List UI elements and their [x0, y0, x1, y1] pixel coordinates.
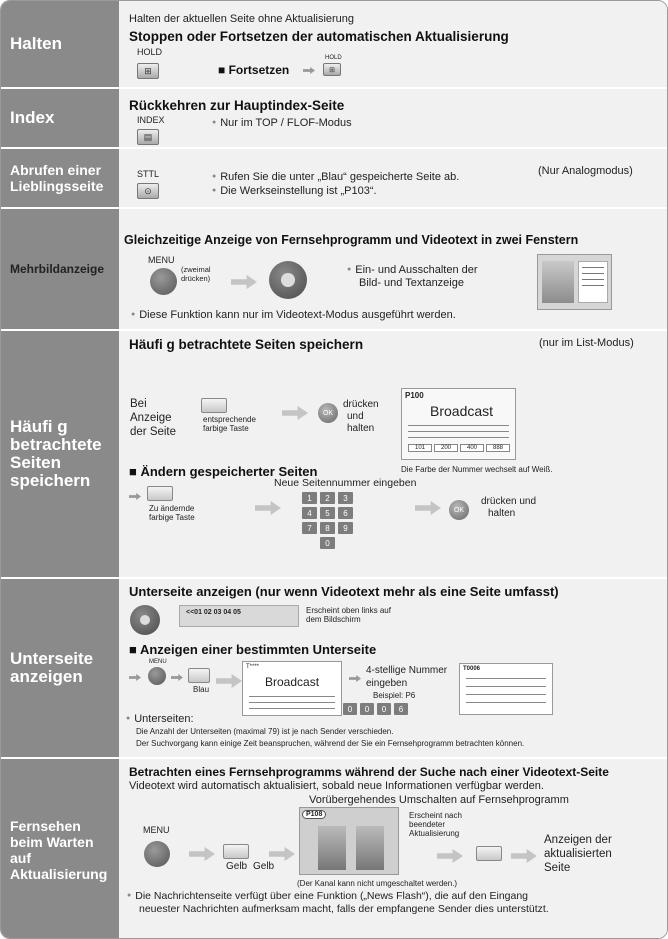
key-8[interactable]: 8	[320, 522, 335, 534]
tv-program-picture: P108	[299, 807, 399, 875]
dpad-icon[interactable]	[130, 605, 160, 635]
sub-example: Beispiel: P6	[373, 691, 416, 700]
key-9[interactable]: 9	[338, 522, 353, 534]
subpage-digit-keys: 0 0 0 6	[343, 703, 408, 715]
arrow-icon	[216, 674, 242, 688]
arrow-icon	[349, 675, 361, 682]
arrow-icon	[189, 847, 215, 861]
sttl-label: STTL	[137, 169, 160, 179]
watch-menu: MENU	[143, 825, 170, 835]
save-title: Häufi g betrachtete Seiten speichern	[129, 337, 364, 352]
number-bar: 101 200 400 888	[408, 444, 510, 452]
arrow-icon	[303, 67, 315, 74]
blue-key-button[interactable]	[188, 668, 210, 683]
section-save	[1, 331, 667, 579]
watch-show-3: Seite	[544, 862, 571, 874]
arrow-icon	[171, 674, 183, 681]
halten-intro: Halten der aktuellen Seite ohne Aktualisierung	[129, 13, 355, 25]
side-label-watch: Fernsehen beim Warten auf Aktualisierung	[1, 759, 119, 939]
sub-four-1: 4-stellige Nummer	[366, 665, 448, 676]
side-label-save: Häufi g betrachtete Seiten speichern	[1, 331, 119, 577]
menu-button[interactable]	[150, 268, 177, 295]
save-bei: Bei	[130, 398, 147, 410]
save-colorchange: Die Farbe der Nummer wechselt auf Weiß.	[401, 465, 553, 474]
fav-mode: (Nur Analogmodus)	[538, 165, 633, 177]
arrow-icon	[437, 849, 463, 863]
save-mode: (nur im List-Modus)	[539, 337, 634, 349]
index-title: Rückkehren zur Hauptindex-Seite	[129, 98, 345, 113]
fav-note-2: ● Die Werkseinstellung ist „P103“.	[212, 185, 377, 197]
fav-note-1: ● Rufen Sie die unter „Blau“ gespeicherte Seite ab.	[212, 171, 459, 183]
key-5[interactable]: 5	[320, 507, 335, 519]
watch-intro: Videotext wird automatisch aktualisiert, sobald neue Informationen verfügbar werden.	[129, 780, 544, 792]
arrow-icon	[129, 493, 141, 500]
subpage-bar: <<01 02 03 04 05	[179, 605, 299, 627]
save-page: P100	[405, 391, 424, 400]
person-icon	[318, 826, 346, 870]
sub-spec-title: ■ Anzeigen einer bestimmten Unterseite	[129, 642, 377, 657]
section-multiview	[1, 209, 667, 331]
key-0[interactable]: 0	[320, 537, 335, 549]
menu-button[interactable]	[148, 667, 166, 685]
section-index	[1, 89, 667, 149]
watch-news-1: ● Die Nachrichtenseite verfügt über eine Funktion („News Flash“), die auf den Eingang	[127, 890, 528, 902]
side-label-halten: Halten	[1, 1, 119, 87]
save-anzeige: Anzeige	[130, 412, 172, 424]
save-press-2: und	[347, 411, 364, 422]
side-label-favorite: Abrufen einer Lieblingsseite	[1, 149, 119, 207]
section-halten	[1, 1, 667, 89]
save-change-key-1: Zu ändernde	[149, 504, 195, 513]
multi-menu-label: MENU	[148, 255, 175, 265]
result-screen: T0006	[459, 663, 553, 715]
watch-show-2: aktualisierten	[544, 848, 612, 860]
watch-appear-1: Erscheint nach	[409, 811, 462, 820]
arrow-icon	[282, 406, 308, 420]
arrow-icon	[415, 501, 441, 515]
sub-note-1: Die Anzahl der Unterseiten (maximal 79) ist je nach Sender verschieden.	[136, 727, 394, 736]
menu-button[interactable]	[144, 841, 170, 867]
key-7[interactable]: 7	[302, 522, 317, 534]
watch-temp: Vorübergehendes Umschalten auf Fernsehprogramm	[309, 794, 569, 806]
hold-button[interactable]: ⊞	[137, 63, 159, 79]
subpage-screen: T**** Broadcast	[242, 661, 342, 716]
yellow-key-button[interactable]	[223, 844, 249, 859]
ok-button[interactable]: OK	[449, 500, 469, 520]
save-press-3: halten	[347, 423, 375, 434]
key-4[interactable]: 4	[302, 507, 317, 519]
section-watch	[1, 759, 667, 939]
save-press-hold-1: drücken und	[481, 496, 537, 507]
arrow-icon	[269, 847, 295, 861]
sub-blau: Blau	[193, 685, 210, 694]
sub-note-2: Der Suchvorgang kann einige Zeit beanspruchen, während der Sie ein Fernsehprogramm betrachten können.	[136, 739, 525, 748]
side-label-subpage: Unterseite anzeigen	[1, 579, 119, 757]
save-colorkey-1: entsprechende	[203, 415, 256, 424]
save-broadcast: Broadcast	[430, 403, 494, 419]
multi-desc-2: Bild- und Textanzeige	[359, 277, 464, 289]
yellow-key-button-2[interactable]	[476, 846, 502, 861]
arrow-icon	[511, 849, 537, 863]
save-change-title: ■ Ändern gespeicherter Seiten	[129, 464, 318, 479]
side-label-index: Index	[1, 89, 119, 147]
arrow-icon	[255, 501, 281, 515]
key-3[interactable]: 3	[338, 492, 353, 504]
watch-show-1: Anzeigen der	[544, 834, 612, 846]
color-key-button[interactable]	[201, 398, 227, 413]
index-button[interactable]: ▤	[137, 129, 159, 145]
arrow-icon	[129, 674, 141, 681]
section-favorite	[1, 149, 667, 209]
ok-button[interactable]: OK	[318, 403, 338, 423]
multi-title: Gleichzeitige Anzeige von Fernsehprogramm und Videotext in zwei Fenstern	[124, 233, 579, 247]
sub-four-2: eingeben	[366, 678, 408, 689]
resume-label: ■ Fortsetzen	[218, 63, 290, 77]
sttl-button[interactable]: ⊙	[137, 183, 159, 199]
number-keypad	[302, 492, 353, 549]
sub-title: Unterseite anzeigen (nur wenn Videotext mehr als eine Seite umfasst)	[129, 584, 559, 599]
change-color-key-button[interactable]	[147, 486, 173, 501]
save-colorkey-2: farbige Taste	[203, 424, 249, 433]
side-label-multiview: Mehrbildanzeige	[1, 209, 119, 329]
watch-gelb-2: Gelb	[253, 861, 275, 872]
watch-gelb: Gelb	[226, 861, 248, 872]
watch-channel: (Der Kanal kann nicht umgeschaltet werden.)	[297, 879, 458, 888]
sub-menu: MENU	[149, 659, 167, 665]
key-1[interactable]: 1	[302, 492, 317, 504]
tv-picture-icon	[542, 261, 574, 303]
split-screen-image	[537, 254, 612, 310]
save-press-hold-2: halten	[488, 508, 516, 519]
teletext-screen	[401, 388, 516, 460]
multi-note: ● Diese Funktion kann nur im Videotext-Modus ausgeführt werden.	[131, 309, 456, 321]
save-seite: der Seite	[130, 426, 177, 438]
person-icon	[356, 826, 384, 870]
watch-appear-2: beendeter	[409, 820, 446, 829]
watch-appear-3: Aktualisierung	[409, 829, 460, 838]
watch-title: Betrachten eines Fernsehprogramms während der Suche nach einer Videotext-Seite	[129, 765, 609, 779]
multi-twice: (zweimal drücken)	[181, 265, 211, 283]
dpad-icon[interactable]	[269, 261, 307, 299]
sub-appear-1: Erscheint oben links auf	[306, 606, 391, 615]
hold-small-label: HOLD	[325, 55, 342, 61]
index-label: INDEX	[137, 115, 165, 125]
key-6[interactable]: 6	[338, 507, 353, 519]
hold-small-button[interactable]: ⊞	[323, 63, 341, 76]
key-2[interactable]: 2	[320, 492, 335, 504]
section-subpage	[1, 579, 667, 759]
sub-subpages: ● Unterseiten:	[126, 713, 194, 725]
save-enter: Neue Seitennummer eingeben	[274, 477, 417, 489]
hold-label: HOLD	[137, 47, 163, 57]
save-change-key-2: farbige Taste	[149, 513, 195, 522]
teletext-panel-icon	[578, 261, 608, 303]
sub-appear-2: dem Bildschirm	[306, 615, 361, 624]
arrow-icon	[231, 275, 257, 289]
save-press-1: drücken	[343, 399, 379, 410]
index-note: ● Nur im TOP / FLOF-Modus	[212, 117, 352, 129]
halten-title: Stoppen oder Fortsetzen der automatischen Aktualisierung	[129, 29, 509, 44]
watch-news-2: neuester Nachrichten aufmerksam macht, falls der empfangene Sender dies unterstützt.	[139, 903, 549, 915]
multi-desc-1: ● Ein- und Ausschalten der	[347, 264, 478, 276]
